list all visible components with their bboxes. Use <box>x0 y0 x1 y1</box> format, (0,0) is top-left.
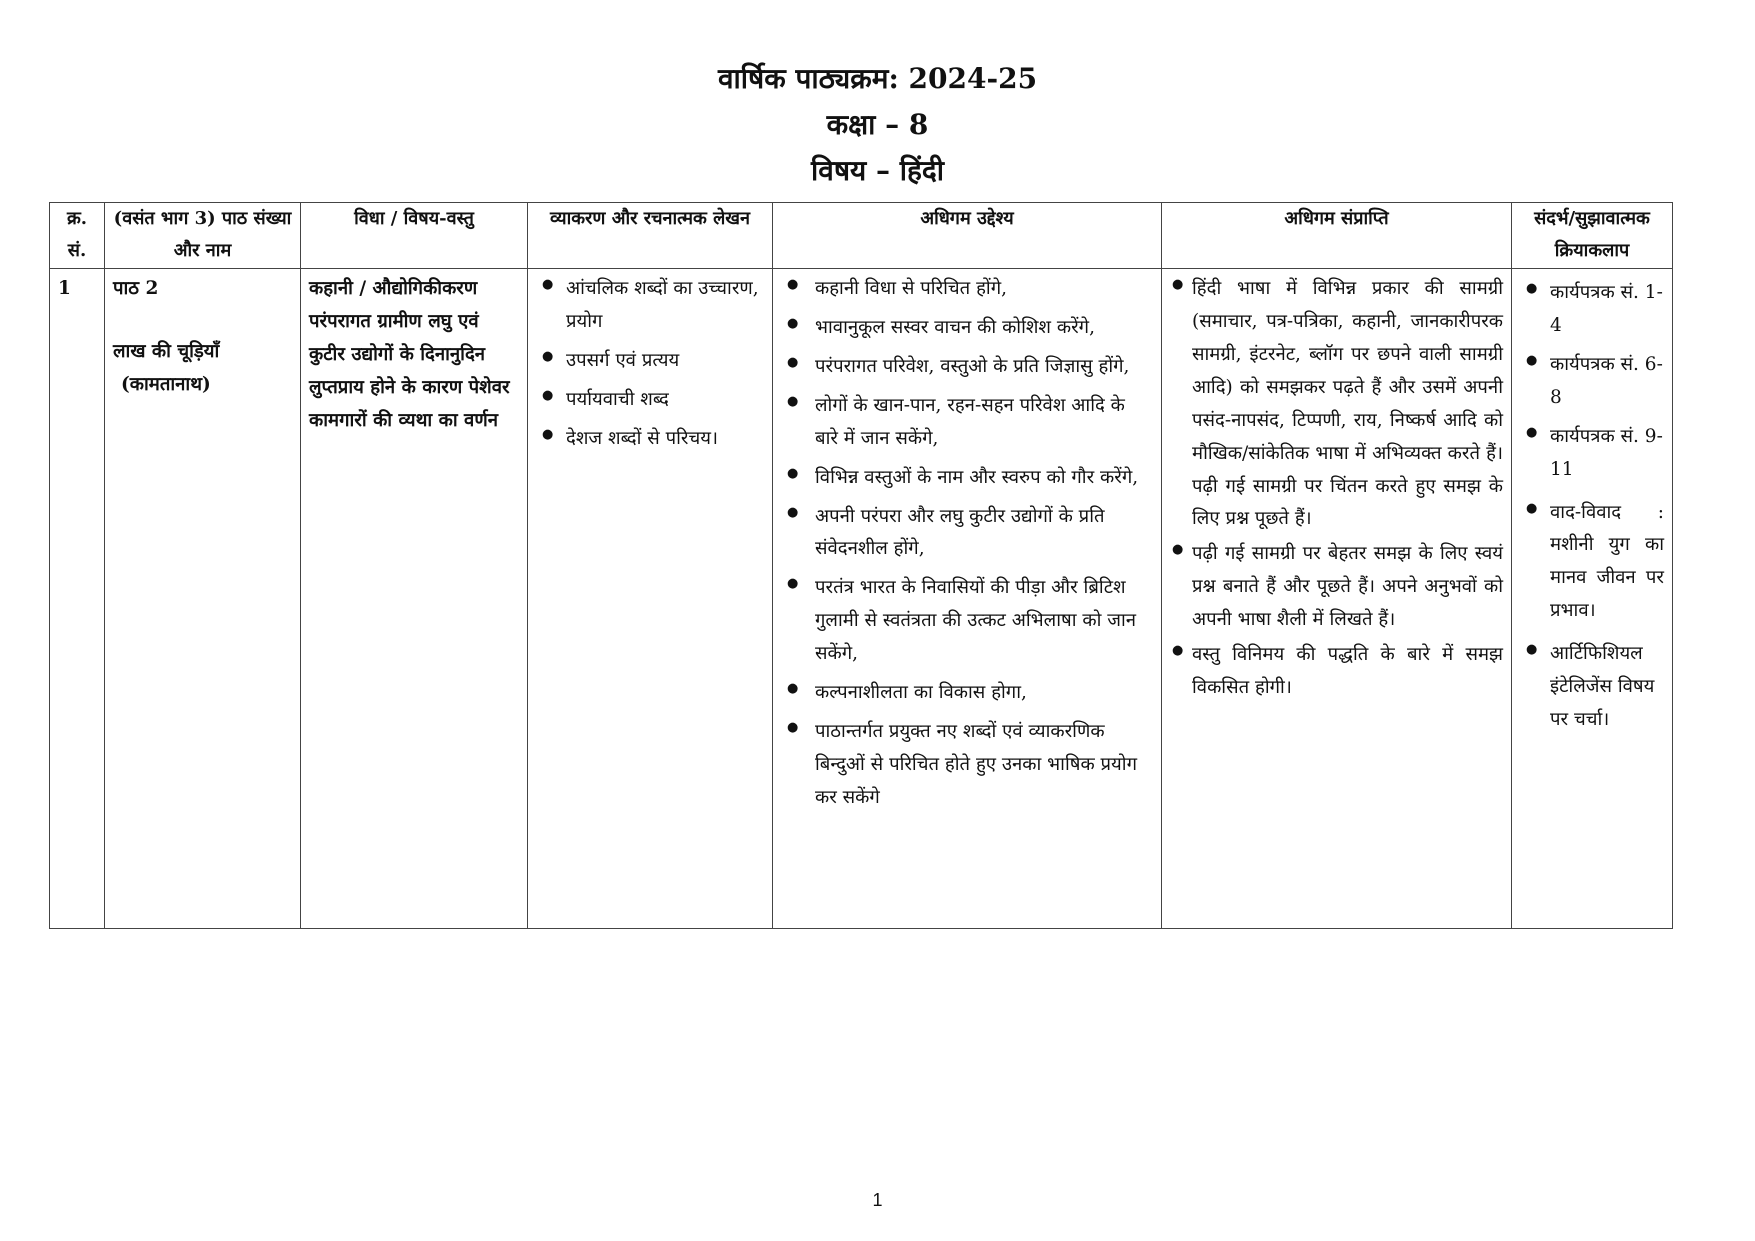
page-number: 1 <box>872 1190 883 1210</box>
list-item: ● कहानी विधा से परिचित होंगे, <box>781 273 1153 306</box>
syllabus-table <box>49 202 1673 929</box>
list-item: ● कार्यपत्रक सं. 9-11 <box>1520 421 1664 487</box>
list-item: ● कल्पनाशीलता का विकास होगा, <box>781 677 1153 710</box>
activities-list <box>1520 277 1664 737</box>
list-item: ● आर्टिफिशियल इंटेलिजेंस विषय पर चर्चा। <box>1520 638 1664 737</box>
document-title: वार्षिक पाठ्यक्रम: 2024-25 <box>717 62 1038 95</box>
col-header-serial: क्र. सं. <box>50 203 105 269</box>
list-item: ● पढ़ी गई सामग्री पर बेहतर समझ के लिए स्वयं प्रश्न बनाते हैं और पूछते हैं। अपने अनुभवों को अपनी भाषा शैली में लिखते हैं। <box>1170 538 1503 637</box>
cell-objectives <box>773 269 1162 929</box>
list-item: ● कार्यपत्रक सं. 6-8 <box>1520 349 1664 415</box>
lesson-title: लाख की चूड़ियाँ <box>113 340 220 362</box>
list-item: ● आंचलिक शब्दों का उच्चारण, प्रयोग <box>536 273 764 339</box>
list-item: ● कार्यपत्रक सं. 1-4 <box>1520 277 1664 343</box>
lesson-number: पाठ 2 <box>113 278 159 299</box>
subject-heading: विषय – हिंदी <box>811 154 944 187</box>
cell-serial: 1 <box>50 269 105 929</box>
list-item: ● वस्तु विनिमय की पद्धति के बारे में समझ विकसित होगी। <box>1170 639 1503 705</box>
list-item: ● लोगों के खान-पान, रहन-सहन परिवेश आदि के बारे में जान सकेंगे, <box>781 390 1153 456</box>
table-row <box>50 269 1673 929</box>
col-header-genre: विधा / विषय-वस्तु <box>301 203 528 269</box>
list-item: ● परंपरागत परिवेश, वस्तुओ के प्रति जिज्ञासु होंगे, <box>781 351 1153 384</box>
list-item: ● पाठान्तर्गत प्रयुक्त नए शब्दों एवं व्याकरणिक बिन्दुओं से परिचित होते हुए उनका भाषिक प्रयोग कर सकेंगे <box>781 716 1153 815</box>
col-header-lesson: (वसंत भाग 3) पाठ संख्या और नाम <box>105 203 301 269</box>
list-item: ● विभिन्न वस्तुओं के नाम और स्वरुप को गौर करेंगे, <box>781 462 1153 495</box>
list-item: ● भावानुकूल सस्वर वाचन की कोशिश करेंगे, <box>781 312 1153 345</box>
cell-genre: कहानी / औद्योगिकीकरण परंपरागत ग्रामीण लघु एवं कुटीर उद्योगों के दिनानुदिन लुप्तप्राय होने के कारण पेशेवर कामगारों की व्यथा का वर्णन <box>301 269 528 929</box>
list-item: ● हिंदी भाषा में विभिन्न प्रकार की सामग्री (समाचार, पत्र-पत्रिका, कहानी, जानकारीपरक सामग्री, इंटरनेट, ब्लॉग पर छपने वाली सामग्री आदि) को समझकर पढ़ते हैं और उसमें अपनी पसंद-नापसंद, टिप्पणी, राय, निष्कर्ष आदि को मौखिक/सांकेतिक भाषा में अभिव्यक्त करते हैं। पढ़ी गई सामग्री पर चिंतन करते हुए समझ के लिए प्रश्न पूछते हैं। <box>1170 273 1503 536</box>
class-heading: कक्षा – 8 <box>826 108 929 141</box>
objectives-list <box>781 273 1153 815</box>
col-header-outcomes: अधिगम संप्राप्ति <box>1162 203 1512 269</box>
cell-lesson <box>105 269 301 929</box>
lesson-author: (कामतानाथ) <box>121 373 211 395</box>
cell-grammar <box>528 269 773 929</box>
document-header <box>0 56 1755 194</box>
list-item: ● देशज शब्दों से परिचय। <box>536 423 764 456</box>
outcomes-list <box>1170 273 1503 705</box>
col-header-activities: संदर्भ/सुझावात्मक क्रियाकलाप <box>1512 203 1673 269</box>
list-item: ● परतंत्र भारत के निवासियों की पीड़ा और ब्रिटिश गुलामी से स्वतंत्रता की उत्कट अभिलाषा को जान सकेंगे, <box>781 572 1153 671</box>
list-item: ● पर्यायवाची शब्द <box>536 384 764 417</box>
cell-outcomes <box>1162 269 1512 929</box>
list-item: ● उपसर्ग एवं प्रत्यय <box>536 345 764 378</box>
grammar-list <box>536 273 764 456</box>
cell-activities <box>1512 269 1673 929</box>
col-header-grammar: व्याकरण और रचनात्मक लेखन <box>528 203 773 269</box>
list-item: ● अपनी परंपरा और लघु कुटीर उद्योगों के प्रति संवेदनशील होंगे, <box>781 501 1153 567</box>
col-header-objectives: अधिगम उद्देश्य <box>773 203 1162 269</box>
list-item: ● वाद-विवाद : मशीनी युग का मानव जीवन पर प्रभाव। <box>1520 497 1664 629</box>
table-header-row <box>50 203 1673 269</box>
